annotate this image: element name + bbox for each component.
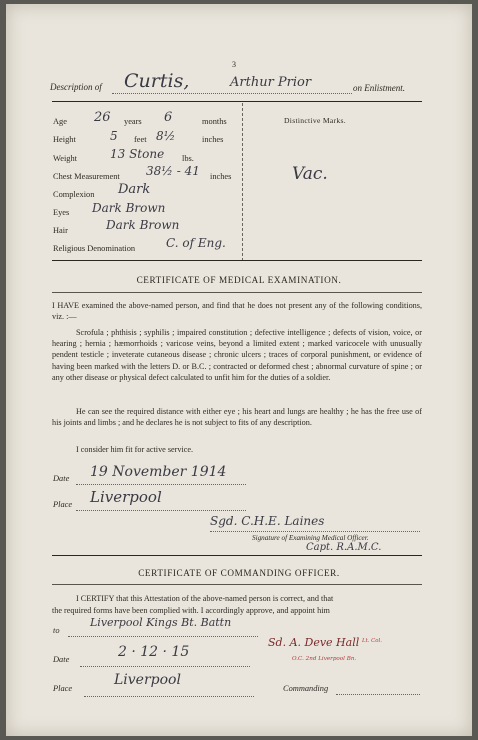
commanding-date-value: 2 · 12 · 15 <box>118 644 190 660</box>
commanding-place-line <box>84 696 254 697</box>
chest-label: Chest Measurement <box>53 172 120 181</box>
appoint-to-value: Liverpool Kings Bt. Battn <box>90 616 232 629</box>
medical-place-value: Liverpool <box>90 488 162 506</box>
commanding-line <box>336 694 420 695</box>
weight-value: 13 Stone <box>110 147 165 161</box>
commanding-text-line1: I CERTIFY that this Attestation of the above-named person is correct, and that <box>76 594 334 603</box>
medical-fit: I consider him fit for active service. <box>76 445 194 454</box>
complexion-label: Complexion <box>53 190 95 199</box>
age-years-value: 26 <box>94 110 111 125</box>
lbs-label: lbs. <box>182 154 194 163</box>
header-underline <box>112 93 352 94</box>
medical-officer-rank: Capt. R.A.M.C. <box>306 542 382 553</box>
hair-value: Dark Brown <box>106 218 180 232</box>
height-label: Height <box>53 135 76 144</box>
medical-date-line <box>76 484 246 485</box>
medical-date-value: 19 November 1914 <box>90 464 227 480</box>
medical-officer-signature: Sgd. C.H.E. Laines <box>210 514 325 528</box>
religion-label: Religious Denomination <box>53 244 136 253</box>
commanding-label: Commanding <box>283 684 329 693</box>
medical-date-label: Date <box>53 474 70 483</box>
medical-intro: I HAVE examined the above-named person, and find that he does not present any of the following conditions, viz. :— <box>52 301 422 322</box>
months-label: months <box>202 117 227 126</box>
on-enlistment-label: on Enlistment. <box>353 83 405 93</box>
forenames-value: Arthur Prior <box>230 75 312 90</box>
distinctive-marks-label: Distinctive Marks. <box>284 116 346 125</box>
weight-label: Weight <box>53 154 77 163</box>
commanding-place-label: Place <box>53 684 73 693</box>
medical-sight: He can see the required distance with either eye ; his heart and lungs are healthy ; he has the free use of his joints and limbs ; and he declares he is not subject to fits of any description. <box>52 407 422 428</box>
page-number: 3 <box>232 60 236 69</box>
surname-value: Curtis, <box>124 70 190 92</box>
box-bottom-rule <box>52 260 422 261</box>
distinctive-marks-value: Vac. <box>292 164 328 184</box>
years-label: years <box>124 117 142 126</box>
medical-conditions: Scrofula ; phthisis ; syphilis ; impaired constitution ; defective intelligence ; defects of vision, voice, or hearing ; hernia ; hæmorrhoids ; varicose veins, beyond a limited extent ; marked varicocele with unusually pendent testicle ; inveterate cutaneous disease ; chronic ulcers ; traces of corporal punishment, or evidence of having been marked with the letters D. or B.C. ; contracted or deformed chest ; abnormal curvature of spine ; or any other disease or physical defect calculated to unfit him for the duties of a soldier. <box>52 328 422 382</box>
hair-label: Hair <box>53 226 68 235</box>
box-divider <box>242 103 243 261</box>
age-months-value: 6 <box>164 110 173 125</box>
height-inches-value: 8½ <box>156 129 176 143</box>
eyes-label: Eyes <box>53 208 70 217</box>
height-feet-value: 5 <box>110 129 118 143</box>
attestation-page <box>6 4 472 736</box>
chest-unit-label: inches <box>210 172 232 181</box>
medical-title-rule <box>52 292 422 293</box>
commanding-date-line <box>80 666 250 667</box>
co-signature: Sd. A. Deve Hall <box>268 636 360 649</box>
stamp-small-text: Lt. Col. <box>362 638 382 644</box>
medical-place-line <box>76 510 246 511</box>
signature-line <box>210 531 420 532</box>
inches-label: inches <box>202 135 224 144</box>
medical-certificate-title: CERTIFICATE OF MEDICAL EXAMINATION. <box>136 275 342 285</box>
appoint-to-line <box>68 636 258 637</box>
box-top-rule <box>52 101 422 102</box>
religion-value: C. of Eng. <box>166 236 226 250</box>
commanding-title-rule <box>52 584 422 585</box>
commanding-certificate-title: CERTIFICATE OF COMMANDING OFFICER. <box>138 568 340 578</box>
commanding-text-line2: the required forms have been complied with. I accordingly approve, and appoint him <box>52 606 330 615</box>
feet-label: feet <box>134 135 147 144</box>
commanding-place-value: Liverpool <box>114 672 181 688</box>
section-divider-rule <box>52 555 422 556</box>
co-stamp: O.C. 2nd Liverpool Bn. <box>292 656 357 662</box>
signature-caption: Signature of Examining Medical Officer. <box>252 534 369 542</box>
complexion-value: Dark <box>118 182 151 197</box>
commanding-date-label: Date <box>53 655 70 664</box>
appoint-to-label: to <box>53 626 60 635</box>
age-label: Age <box>53 117 67 126</box>
medical-place-label: Place <box>53 500 73 509</box>
chest-value: 38½ - 41 <box>146 164 200 178</box>
eyes-value: Dark Brown <box>92 201 166 215</box>
description-label: Description of <box>50 82 102 92</box>
